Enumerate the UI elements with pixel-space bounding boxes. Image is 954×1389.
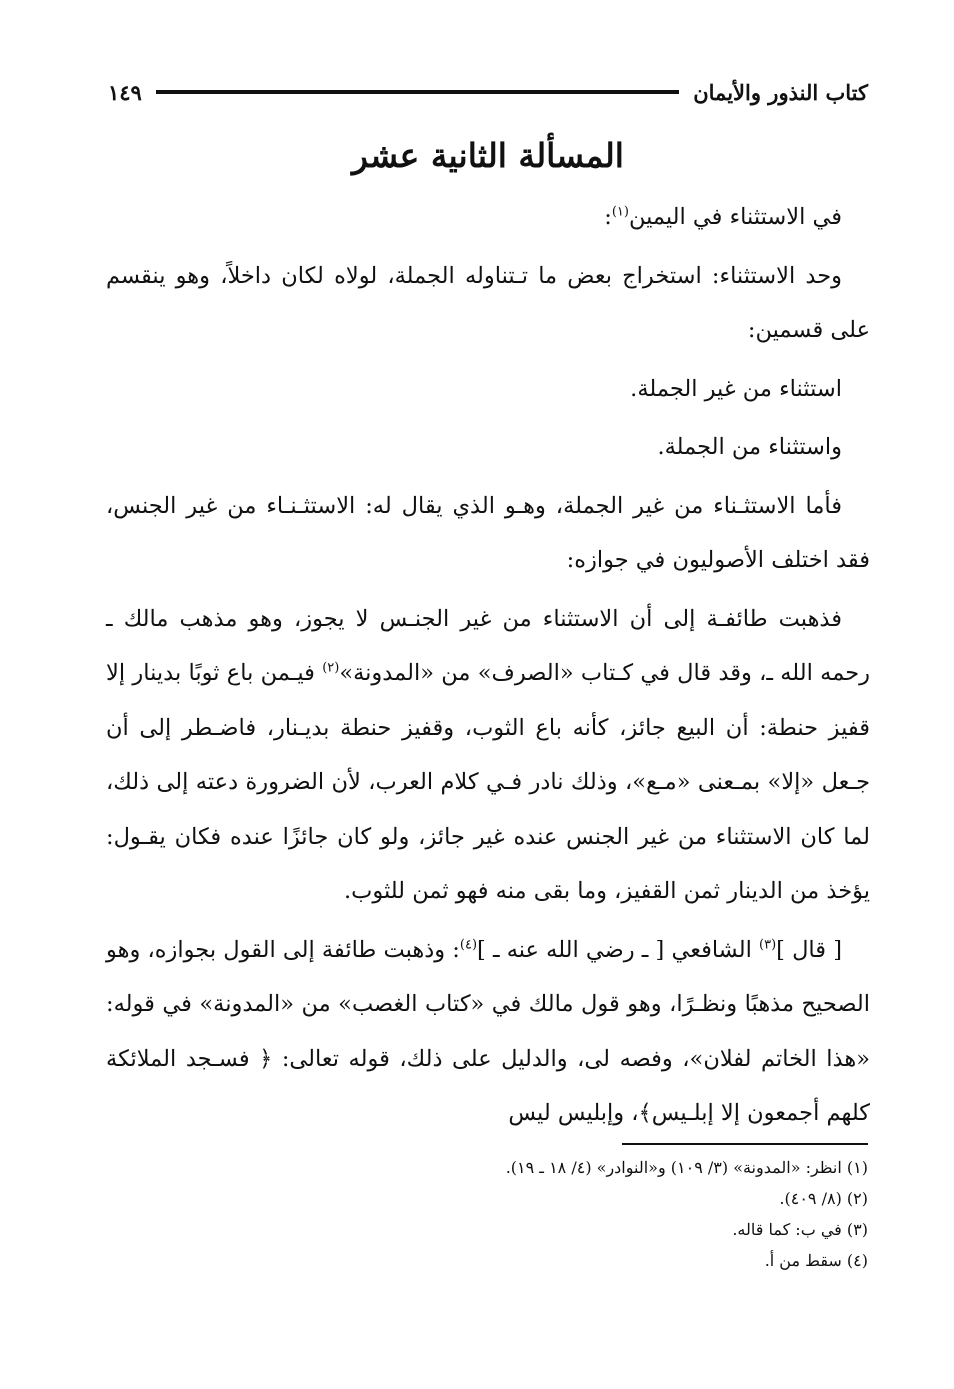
footnote-marker: (٢): [322, 660, 340, 676]
page-header: [108, 72, 868, 112]
footnotes: [320, 1152, 868, 1276]
footnote: (٣) في ب: كما قاله.: [732, 1220, 868, 1239]
main-text: [106, 190, 870, 1141]
footnote-marker: (١): [611, 204, 629, 220]
footnote: (٤) سقط من أ.: [764, 1251, 868, 1270]
footnote: (١) انظر: «المدونة» (٣/ ١٠٩) و«النوادر» (٤/ ١٨ ـ ١٩).: [505, 1158, 868, 1177]
chapter-title: المسألة الثانية عشر: [352, 136, 624, 175]
paragraph: [ قال ]$^{(٣)}$ الشافعي [ ـ رضي الله عنه ـ ]$^{(٤)}$: وذهبت طائفة إلى القول بجوازه، وهو الصحيح مذهبًا ونظـرًا، وهو قول مالك في «كتاب الغصب» من «المدونة» في قوله: «هذا الخاتم لفلان»، وفصه لى، والدليل على ذلك، قوله تعالى: ﴿ فسـجد الملائكة كلهم أجمعون إلا إبلـيس﴾، وإبليس ليس: [106, 936, 870, 1126]
footnote-marker: (٤): [459, 937, 478, 952]
paragraph: وحد الاستثناء: استخراج بعض ما تـتناوله الجملة، لولاه لكان داخلاً، وهو ينقسم على قسمين:: [106, 262, 870, 343]
running-title: كتاب النذور والأيمان: [693, 79, 868, 105]
paragraph: فأما الاستثـناء من غير الجملة، وهـو الذي يقال له: الاستثـنـاء من غير الجنس، فقد اختلف الأصوليون في جوازه:: [106, 492, 870, 573]
header-rule: [156, 90, 679, 94]
paragraph: فذهبت طائفـة إلى أن الاستثناء من غير الجنـس لا يجوز، وهو مذهب مالك ـ رحمه الله ـ، وقد قال في كـتاب «الصرف» من «المدونة»$^{(٢)}$ فيـمن باع ثوبًا بدينار إلا قفيز حنطة: أن البيع جائز، كأنه باع الثوب، وقفيز حنطة بديـنار، فاضـطر إلى أن جـعل «إلا» بمـعنى «مـع»، وذلك نادر فـي كلام العرب، لأن الضرورة دعته إلى ذلك، لما كان الاستثناء من غير الجنس عنده غير جائز، ولو كان جائزًا عنده فكان يقـول: يؤخذ من الدينار ثمن القفيز، وما بقى منه فهو ثمن للثوب.: [106, 605, 871, 904]
paragraph: واستثناء من الجملة.: [657, 434, 842, 460]
footnote-separator: [622, 1143, 868, 1145]
paragraph: استثناء من غير الجملة.: [630, 375, 842, 402]
footnote: (٢) (٨/ ٤٠٩).: [779, 1189, 868, 1208]
footnote-marker: (٣): [759, 937, 777, 952]
paragraph: في الاستثناء في اليمين$^{(١)}$:: [604, 204, 842, 230]
page-number: ١٤٩: [108, 79, 142, 105]
